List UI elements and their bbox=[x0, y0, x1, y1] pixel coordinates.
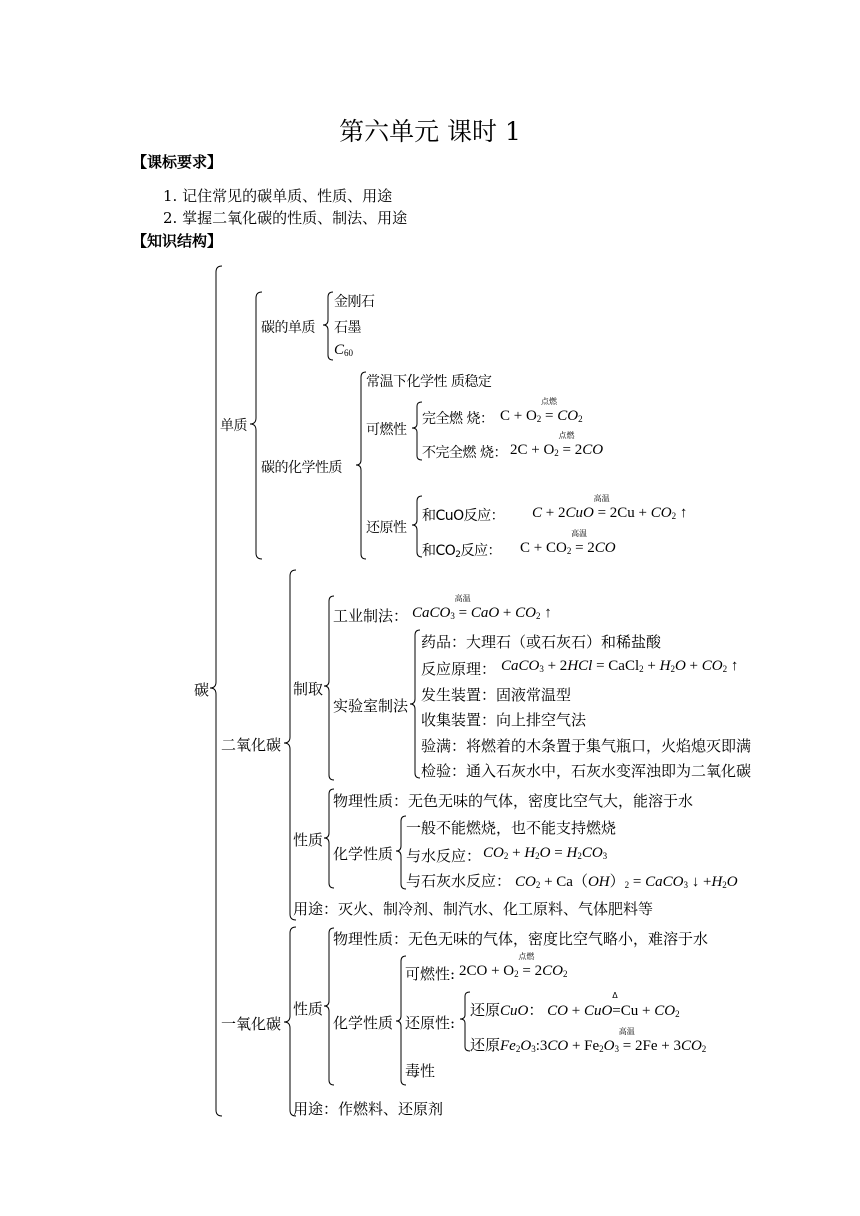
co2-chem-item: 与石灰水反应： bbox=[406, 872, 512, 890]
industrial-label: 工业制法： bbox=[333, 607, 409, 625]
combustible-label: 可燃性 bbox=[366, 422, 407, 438]
brace-co bbox=[284, 927, 296, 1116]
co-label: 一氧化碳 bbox=[221, 1015, 282, 1033]
brace-co-properties bbox=[324, 928, 334, 1085]
lab-test: 检验：通入石灰水中，石灰水变浑浊即为二氧化碳 bbox=[421, 762, 752, 780]
equation-c-cuo: C + 2CuO = 高温 2Cu + CO2 ↑ bbox=[532, 494, 688, 521]
reducing-label: 还原性 bbox=[366, 520, 407, 536]
lab-principle-label: 反应原理： bbox=[421, 660, 497, 678]
structure-header: 【知识结构】 bbox=[132, 232, 223, 250]
co2-uses: 用途：灭火、制冷剂、制汽水、化工原料、气体肥料等 bbox=[293, 900, 654, 918]
condition-ignite: 点燃 bbox=[541, 397, 558, 406]
co-reduce-fe2o3: 还原Fe2O3:3CO + Fe2O3 = 高温 2Fe + 3CO2 bbox=[470, 1027, 707, 1054]
equation-lab: CaCO3 + 2HCl = CaCl2 + H2O + CO2 ↑ bbox=[501, 658, 739, 674]
lab-apparatus: 发生装置：固液常温型 bbox=[421, 686, 572, 704]
lab-collection: 收集装置：向上排空气法 bbox=[421, 711, 587, 729]
equation-industrial: CaCO3 = 高温 CaO + CO2 ↑ bbox=[412, 594, 552, 621]
co-physical: 物理性质：无色无味的气体，密度比空气略小，难溶于水 bbox=[333, 930, 709, 948]
equation-complete-burn: C + O2 = 点燃 CO2 bbox=[500, 397, 583, 424]
reduce-co2-label: 和CO2反应： bbox=[422, 543, 502, 560]
heat-symbol: Δ bbox=[612, 991, 618, 1000]
co-chem-label: 化学性质 bbox=[333, 1014, 394, 1032]
co2-physical: 物理性质：无色无味的气体，密度比空气大，能溶于水 bbox=[333, 792, 694, 810]
equation-co2-water: CO2 + H2O = H2CO3 bbox=[483, 845, 608, 861]
co-uses: 用途：作燃料、还原剂 bbox=[293, 1100, 444, 1118]
incomplete-burn-label: 不完全燃 烧： bbox=[422, 445, 507, 461]
co2-chem-item: 与水反应： bbox=[406, 847, 482, 865]
root-label: 碳 bbox=[194, 681, 210, 699]
brace-reducing bbox=[412, 496, 422, 557]
co-toxic: 毒性 bbox=[405, 1062, 436, 1080]
chem-label: 碳的化学性质 bbox=[261, 460, 342, 476]
condition-high-temp: 高温 bbox=[454, 594, 471, 603]
brace-chem bbox=[356, 372, 366, 559]
allotrope-diamond: 金刚石 bbox=[334, 294, 375, 310]
brace-combustible bbox=[412, 402, 422, 460]
brace-root bbox=[210, 266, 222, 1116]
elemental-label: 单质 bbox=[220, 418, 247, 434]
co2-label: 二氧化碳 bbox=[221, 736, 282, 754]
requirement-item: 2. 掌握二氧化碳的性质、制法、用途 bbox=[163, 209, 408, 227]
reduce-cuo-label: 和CuO反应： bbox=[422, 508, 505, 524]
equation-incomplete-burn: 2C + O2 = 点燃 2CO bbox=[510, 431, 604, 458]
allotrope-c60: C60 bbox=[334, 342, 354, 358]
allotropes-label: 碳的单质 bbox=[261, 320, 315, 336]
equation-co2-limewater: CO2 + Ca（OH）2 = CaCO3 ↓ +H2O bbox=[515, 874, 738, 890]
page-title: 第六单元 课时 1 bbox=[339, 117, 521, 146]
condition-high-temp: 高温 bbox=[618, 1027, 635, 1036]
condition-high-temp: 高温 bbox=[593, 494, 610, 503]
chem-stable: 常温下化学性 质稳定 bbox=[366, 374, 492, 390]
requirements-header: 【课标要求】 bbox=[132, 153, 223, 171]
co2-chem-item: 一般不能燃烧，也不能支持燃烧 bbox=[406, 819, 617, 837]
co-reduce-cuo: 还原CuO： CO + CuO= Δ Cu + CO2 bbox=[470, 991, 680, 1019]
allotrope-graphite: 石墨 bbox=[334, 320, 361, 336]
brace-co-reducing bbox=[460, 992, 470, 1051]
brace-lab bbox=[410, 630, 420, 778]
co-combustible-label: 可燃性: bbox=[405, 965, 456, 983]
requirement-item: 1. 记住常见的碳单质、性质、用途 bbox=[163, 187, 393, 205]
brace-co2-chem bbox=[396, 816, 406, 889]
lab-reagents: 药品：大理石（或石灰石）和稀盐酸 bbox=[421, 633, 662, 651]
co-properties-label: 性质 bbox=[293, 1000, 324, 1018]
lab-label: 实验室制法 bbox=[333, 697, 409, 715]
co-reducing-label: 还原性: bbox=[405, 1014, 456, 1032]
brace-co2 bbox=[284, 570, 296, 920]
condition-ignite: 点燃 bbox=[558, 431, 575, 440]
preparation-label: 制取 bbox=[293, 680, 324, 698]
co2-chem-label: 化学性质 bbox=[333, 845, 394, 863]
complete-burn-label: 完全燃 烧： bbox=[422, 411, 494, 427]
equation-c-co2: C + CO2 = 高温 2CO bbox=[520, 529, 616, 556]
condition-high-temp: 高温 bbox=[571, 529, 588, 538]
condition-ignite: 点燃 bbox=[518, 952, 535, 961]
brace-allotropes bbox=[323, 292, 333, 360]
lab-full-check: 验满：将燃着的木条置于集气瓶口，火焰熄灭即满 bbox=[421, 737, 752, 755]
equation-co-burn: 2CO + O2 = 点燃 2CO2 bbox=[459, 952, 568, 979]
co2-properties-label: 性质 bbox=[293, 831, 324, 849]
